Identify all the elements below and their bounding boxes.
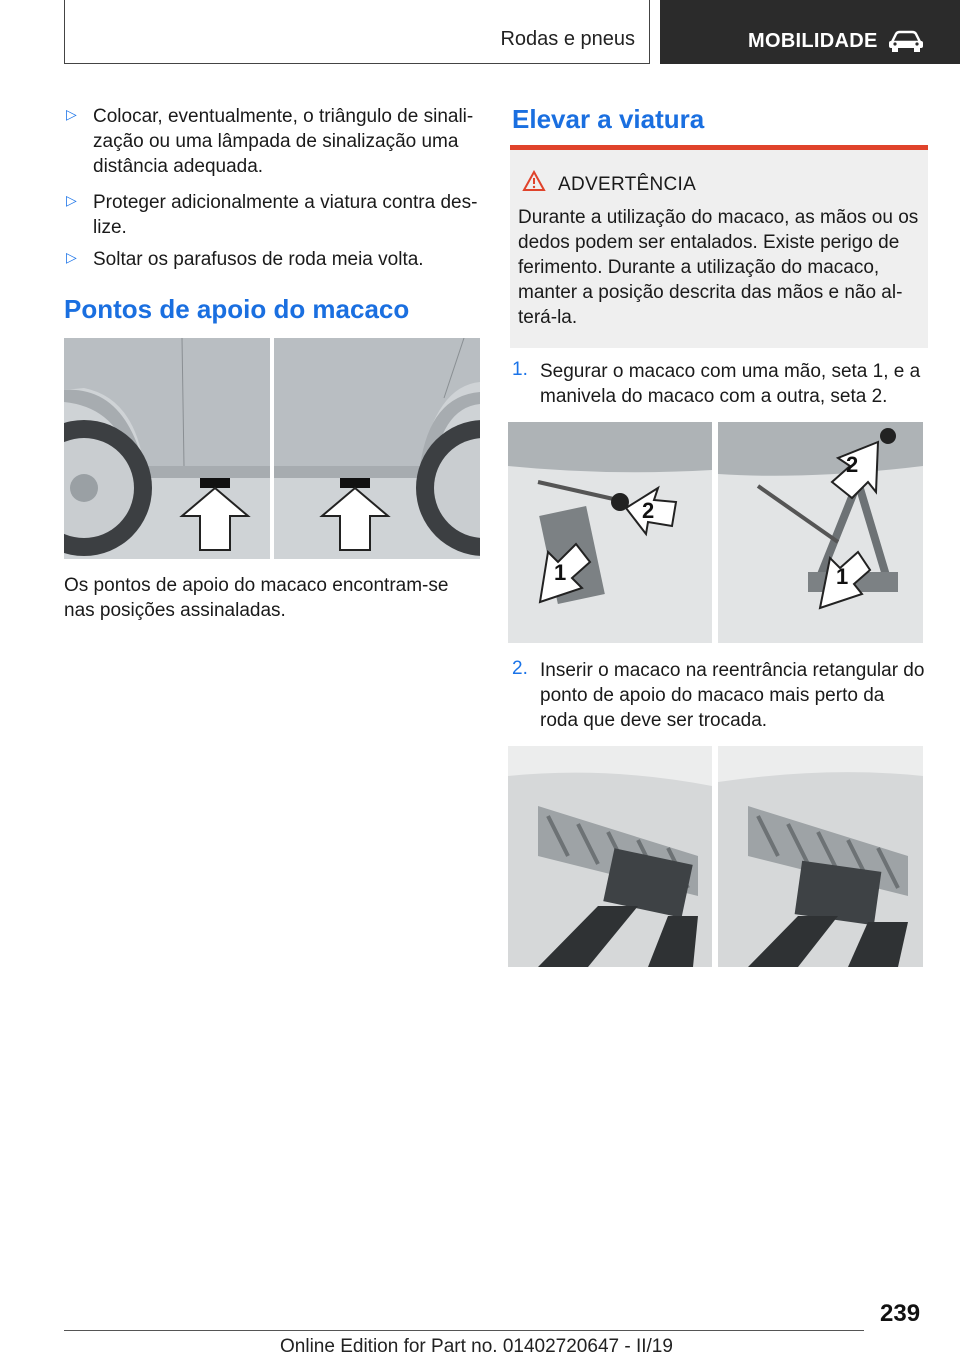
arrow-label: 1 (554, 560, 567, 585)
step-text: Segurar o macaco com uma mão, seta 1, e a (540, 361, 921, 382)
step-number: 1. (512, 359, 528, 380)
warning-text: terá-la. (518, 307, 578, 328)
list-item-text: Soltar os parafusos de roda meia volta. (93, 249, 424, 270)
warning-text: ferimento. Durante a utilização do macaco, (518, 257, 880, 278)
triangle-bullet-icon: ▷ (66, 192, 77, 208)
section-heading-lift-vehicle: Elevar a viatura (512, 104, 705, 134)
caption-line: Os pontos de apoio do macaco encontram-se (64, 575, 449, 596)
jack-insertion-illustration (508, 746, 923, 967)
footer-edition: Online Edition for Part no. 01402720647 - II/19 (280, 1336, 673, 1357)
warning-text: Durante a utilização do macaco, as mãos ou os (518, 207, 919, 228)
step-text: ponto de apoio do macaco mais perto da (540, 685, 885, 706)
list-item-text: Proteger adicionalmente a viatura contra des- (93, 192, 478, 213)
jack-handling-figure (508, 422, 923, 643)
warning-text: manter a posição descrita das mãos e não al- (518, 282, 903, 303)
header-chapter-box (660, 0, 960, 64)
warning-triangle-icon (522, 170, 546, 192)
header-chapter-title: MOBILIDADE (748, 30, 878, 52)
list-item-text: zação ou uma lâmpada de sinalização uma (93, 131, 459, 152)
jack-handling-illustration (508, 422, 923, 643)
jack-points-caption (64, 573, 448, 623)
jack-insertion-figure (508, 746, 923, 967)
step-text: roda que deve ser trocada. (540, 710, 768, 731)
arrow-label: 2 (642, 498, 655, 523)
list-item-text: Colocar, eventualmente, o triângulo de sinali- (93, 106, 474, 127)
page-number: 239 (880, 1300, 921, 1327)
step-text: manivela do macaco com a outra, seta 2. (540, 386, 888, 407)
header-section-box (64, 0, 650, 64)
jack-points-illustration (64, 338, 480, 559)
arrow-label: 1 (836, 564, 849, 589)
list-item-text: distância adequada. (93, 156, 264, 177)
arrow-label: 2 (846, 452, 859, 477)
caption-line: nas posições assinaladas. (64, 600, 286, 621)
step-text: Inserir o macaco na reentrância retangular do (540, 660, 925, 681)
jack-points-figure (64, 338, 480, 559)
list-item-text: lize. (93, 217, 127, 238)
triangle-bullet-icon: ▷ (66, 249, 77, 265)
section-heading-jack-points: Pontos de apoio do macaco (64, 294, 410, 324)
warning-text: dedos podem ser entalados. Existe perigo de (518, 232, 900, 253)
warning-box (510, 150, 928, 348)
header-section-title: Rodas e pneus (500, 28, 635, 50)
warning-title: ADVERTÊNCIA (558, 174, 697, 195)
step-number: 2. (512, 658, 528, 679)
triangle-bullet-icon: ▷ (66, 106, 77, 122)
car-icon (888, 30, 924, 52)
footer-divider (64, 1330, 864, 1331)
